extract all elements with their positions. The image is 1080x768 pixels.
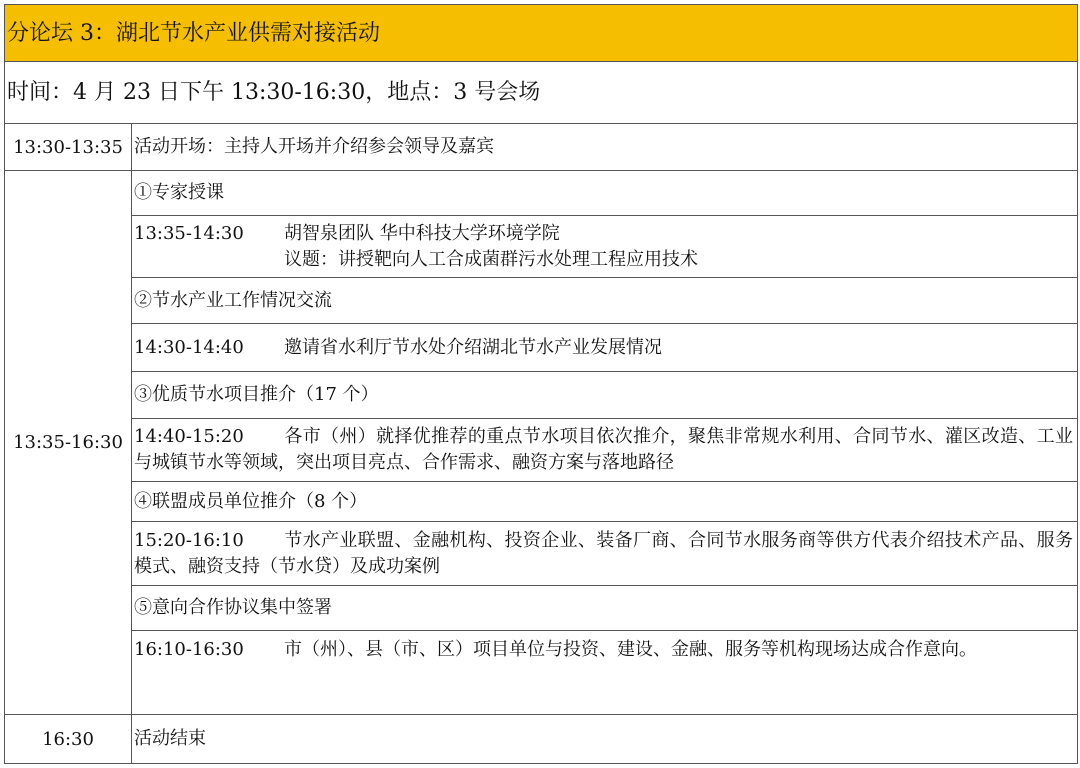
section-heading: ④联盟成员单位推介（8 个） <box>132 482 1077 522</box>
section-heading: ⑤意向合作协议集中签署 <box>132 586 1077 631</box>
section-line: 市（州）、县（市、区）项目单位与投资、建设、金融、服务等机构现场达成合作意向。 <box>284 639 977 660</box>
section-detail <box>132 324 1077 372</box>
agenda-table <box>4 4 1078 764</box>
main-block-time: 13:35-16:30 <box>5 171 132 714</box>
section-heading: ①专家授课 <box>132 171 1077 216</box>
section-time: 16:10-16:30 <box>134 639 244 660</box>
section-line: 各市（州）就择优推荐的重点节水项目依次推介，聚焦非常规水利用、合同节水、灌区改造、工业与城镇节水等领域，突出项目亮点、合作需求、融资方案与落地路径 <box>134 426 1073 473</box>
section-line: 议题：讲授靶向人工合成菌群污水处理工程应用技术 <box>284 249 698 270</box>
section-time: 14:40-15:20 <box>134 426 244 447</box>
opening-row <box>5 124 1077 171</box>
section-detail <box>132 522 1077 586</box>
section-detail <box>132 631 1077 714</box>
closing-time: 16:30 <box>5 715 132 763</box>
closing-text: 活动结束 <box>134 728 206 749</box>
section-heading: ②节水产业工作情况交流 <box>132 278 1077 324</box>
main-block-row <box>5 171 1077 715</box>
section-detail <box>132 216 1077 278</box>
section-line: 节水产业联盟、金融机构、投资企业、装备厂商、合同节水服务商等供方代表介绍技术产品、服务模式、融资支持（节水贷）及成功案例 <box>134 530 1073 577</box>
section-heading: ③优质节水项目推介（17 个） <box>132 372 1077 419</box>
opening-time: 13:30-13:35 <box>5 124 132 170</box>
opening-text: 活动开场：主持人开场并介绍参会领导及嘉宾 <box>134 136 494 157</box>
section-time: 14:30-14:40 <box>134 337 244 358</box>
closing-row <box>5 715 1077 763</box>
agenda-time-location: 时间：4 月 23 日下午 13:30-16:30，地点：3 号会场 <box>5 62 1077 124</box>
section-line: 邀请省水利厅节水处介绍湖北节水产业发展情况 <box>284 337 662 358</box>
agenda-title: 分论坛 3：湖北节水产业供需对接活动 <box>5 5 1077 62</box>
section-line: 胡智泉团队 华中科技大学环境学院 <box>284 223 560 244</box>
main-block-content <box>132 171 1077 714</box>
section-detail <box>132 419 1077 482</box>
section-time: 15:20-16:10 <box>134 530 244 551</box>
section-time: 13:35-14:30 <box>134 223 244 244</box>
